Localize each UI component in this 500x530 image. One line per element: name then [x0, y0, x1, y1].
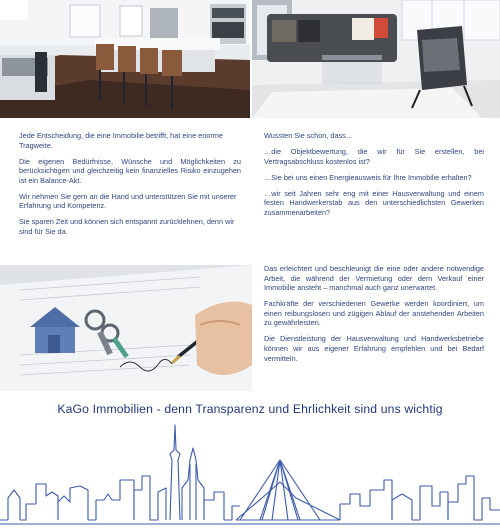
facts-text-column — [264, 131, 484, 224]
kitchen-photo — [0, 0, 250, 118]
intro-paragraph: Jede Entscheidung, die eine Immobilie betrifft, hat eine enorme Tragweite. — [19, 131, 223, 150]
facts-intro: Wussten Sie schon, dass… — [264, 131, 354, 140]
intro-paragraph: Die eigenen Bedürfnisse, Wünsche und Möglichkeiten zu berücksichtigen und gleichzeitig kein finanzielles Risiko einzugehen ist ein Balance-Akt. — [19, 156, 241, 185]
contract-signing-photo — [0, 265, 252, 391]
fact-item: …Sie bei uns einen Energieausweis für Ihre Immobilie erhalten? — [264, 172, 472, 182]
intro-text-column — [19, 131, 241, 243]
fact-item: …wir seit Jahren sehr eng mit einer Hausverwaltung und einem festen Handwerkerstab aus den unterschiedlichsten Gewerken zusammenarbeiten? — [264, 188, 484, 217]
fact-item: …die Objektbewertung, die wir für Sie erstellen, bei Vertragsabschluss kostenlos ist? — [264, 146, 484, 166]
services-paragraph: Das erleichtert und beschleunigt die eine oder andere notwendige Arbeit, die während der Vermietung oder dem Verkauf einer Immobilie ansteht – manchmal auch ganz unerwartet. — [264, 264, 484, 293]
services-paragraph: Fachkräfte der verschiedenen Gewerke werden koordiniert, um einen reibungslosen und zügigen Ablauf der anstehenden Arbeiten zu gewährleisten. — [264, 299, 484, 328]
living-room-photo — [252, 0, 500, 118]
city-skyline-illustration — [0, 420, 500, 530]
company-slogan: KaGo Immobilien - denn Transparenz und Ehrlichkeit sind uns wichtig — [57, 402, 443, 416]
services-paragraph: Die Dienstleistung der Hausverwaltung und Handwerksbetriebe können wir aus eigener Erfahrung empfehlen und bei Bedarf vermitteln. — [264, 334, 484, 363]
services-text-column — [264, 264, 484, 370]
intro-paragraph: Sie sparen Zeit und können sich entspannt zurücklehnen, denn wir sind für Sie da. — [19, 217, 235, 236]
intro-paragraph: Wir nehmen Sie gern an die Hand und unterstützen Sie mit unserer Erfahrung und Kompetenz. — [19, 191, 237, 211]
